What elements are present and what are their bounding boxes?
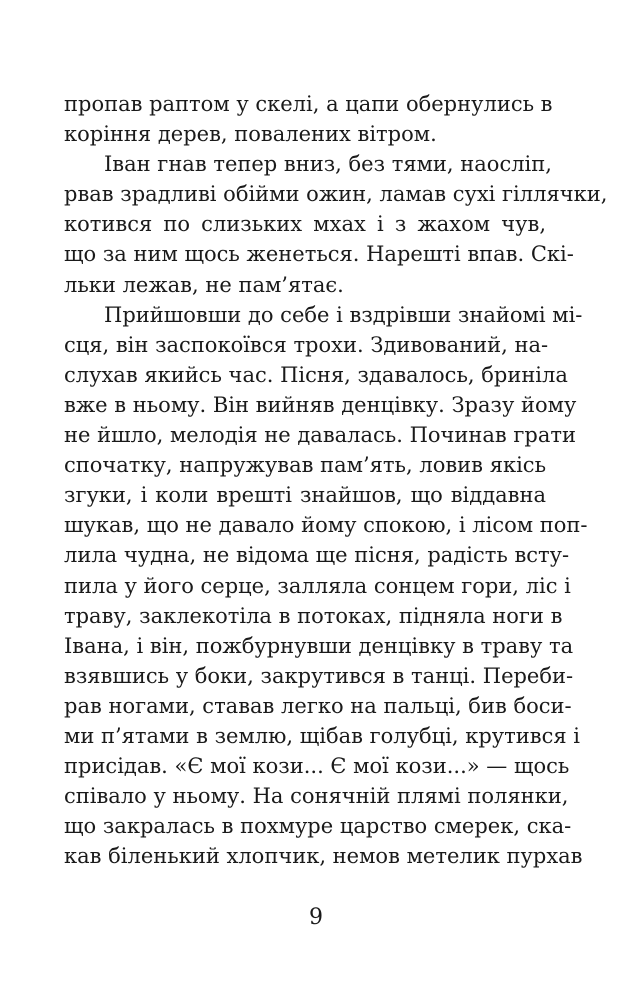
text-line: спочатку, напружував пам’ять, ловив якісь — [64, 453, 546, 478]
page-number: 9 — [309, 905, 323, 930]
text-line: рав ногами, ставав легко на пальці, бив боси- — [64, 693, 572, 718]
paragraph-first-line: Іван гнав тепер вниз, без тями, наосліп, — [104, 152, 552, 177]
text-line: рвав зрадливі обійми ожин, ламав сухі гіллячки, — [64, 182, 608, 207]
paragraph-first-line: Прийшовши до себе і вздрівши знайомі мі- — [104, 302, 583, 327]
text-line: що закралась в похмуре царство смерек, ска- — [64, 814, 572, 839]
text-line: вже в ньому. Він вийняв денцівку. Зразу йому — [64, 392, 577, 417]
text-line: лила чудна, не відома ще пісня, радість всту- — [64, 543, 570, 568]
text-line: кав біленький хлопчик, немов метелик пурхав — [64, 844, 583, 869]
text-line: сця, він заспокоївся трохи. Здивований, на- — [64, 332, 549, 357]
text-line: слухав якийсь час. Пісня, здавалось, бриніла — [64, 362, 568, 387]
text-line: не йшло, мелодія не давалась. Починав грати — [64, 423, 576, 448]
text-line: пропав раптом у скелі, а цапи обернулись в — [64, 92, 553, 116]
text-line: співало у ньому. На сонячній плямі полянки, — [64, 784, 569, 809]
text-line: взявшись у боки, закрутився в танці. Переби- — [64, 663, 574, 688]
body-text — [64, 89, 608, 871]
text-line: шукав, що не давало йому спокою, і лісом поп- — [64, 513, 588, 538]
text-line: котився по слизьких мхах і з жахом чув, — [64, 212, 546, 237]
text-line: Івана, і він, пожбурнувши денцівку в траву та — [64, 633, 574, 658]
text-line: пила у його серце, залляла сонцем гори, ліс і — [64, 573, 571, 598]
text-line: коріння дерев, повалених вітром. — [64, 122, 437, 147]
text-line: присідав. «Є мої кози... Є мої кози...» — щось — [64, 754, 570, 779]
text-line: згуки, і коли врешті знайшов, що віддавна — [64, 483, 546, 508]
text-line: ми п’ятами в землю, щібав голубці, крутився і — [64, 723, 580, 748]
text-line: траву, заклекотіла в потоках, підняла ноги в — [64, 603, 563, 628]
text-line: що за ним щось женеться. Нарешті впав. Скі- — [64, 242, 574, 267]
text-line: льки лежав, не пам’ятає. — [64, 272, 344, 297]
